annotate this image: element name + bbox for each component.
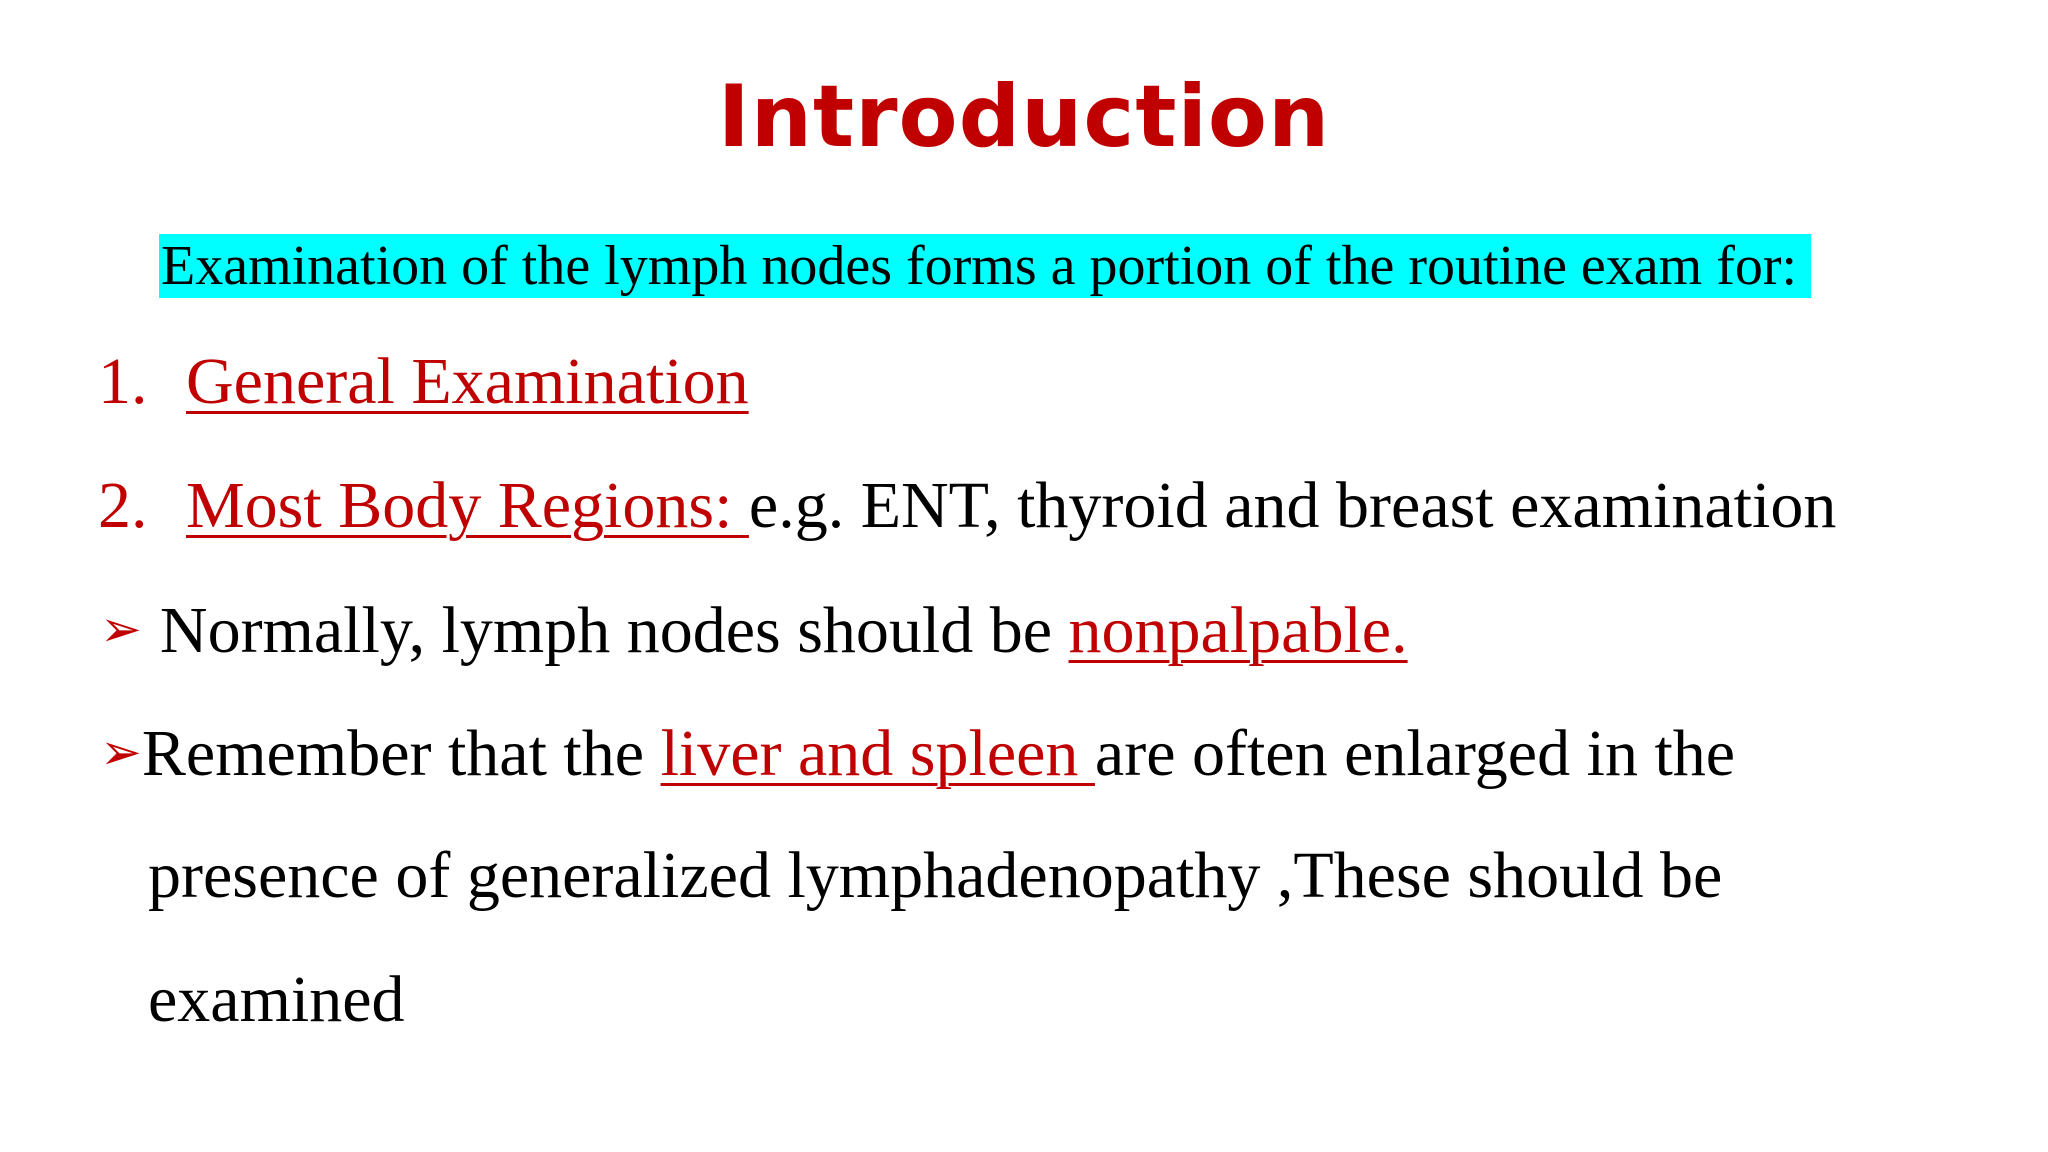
highlighted-intro-sentence: Examination of the lymph nodes forms a portion of the routine exam for: [159,234,1811,298]
arrowhead-bullet-icon: ➢ [100,723,142,781]
bullet-text: Remember that the [141,717,661,790]
item-number: 2. [98,469,148,542]
bullet-emphasis-liver-spleen: liver and spleen [660,717,1095,790]
bullet-continuation-line-2: examined [148,963,405,1036]
bullet-text: Normally, lymph nodes should be [159,594,1069,667]
item-number: 1. [98,345,148,418]
bullet-nonpalpable [100,589,1408,671]
numbered-item-2 [98,466,1836,546]
numbered-item-1 [98,342,749,422]
arrowhead-bullet-icon: ➢ [100,600,142,658]
item-label-general-examination: General Examination [186,345,749,418]
bullet-emphasis-nonpalpable: nonpalpable. [1068,594,1408,667]
bullet-text-continued: are often enlarged in the [1094,717,1736,790]
item-detail: e.g. ENT, thyroid and breast examination [748,469,1837,542]
slide-title: Introduction [717,67,1331,167]
bullet-liver-spleen [100,712,1735,794]
bullet-continuation-line-1: presence of generalized lymphadenopathy ,These should be [148,839,1723,912]
item-label-most-body-regions: Most Body Regions: [186,469,749,542]
